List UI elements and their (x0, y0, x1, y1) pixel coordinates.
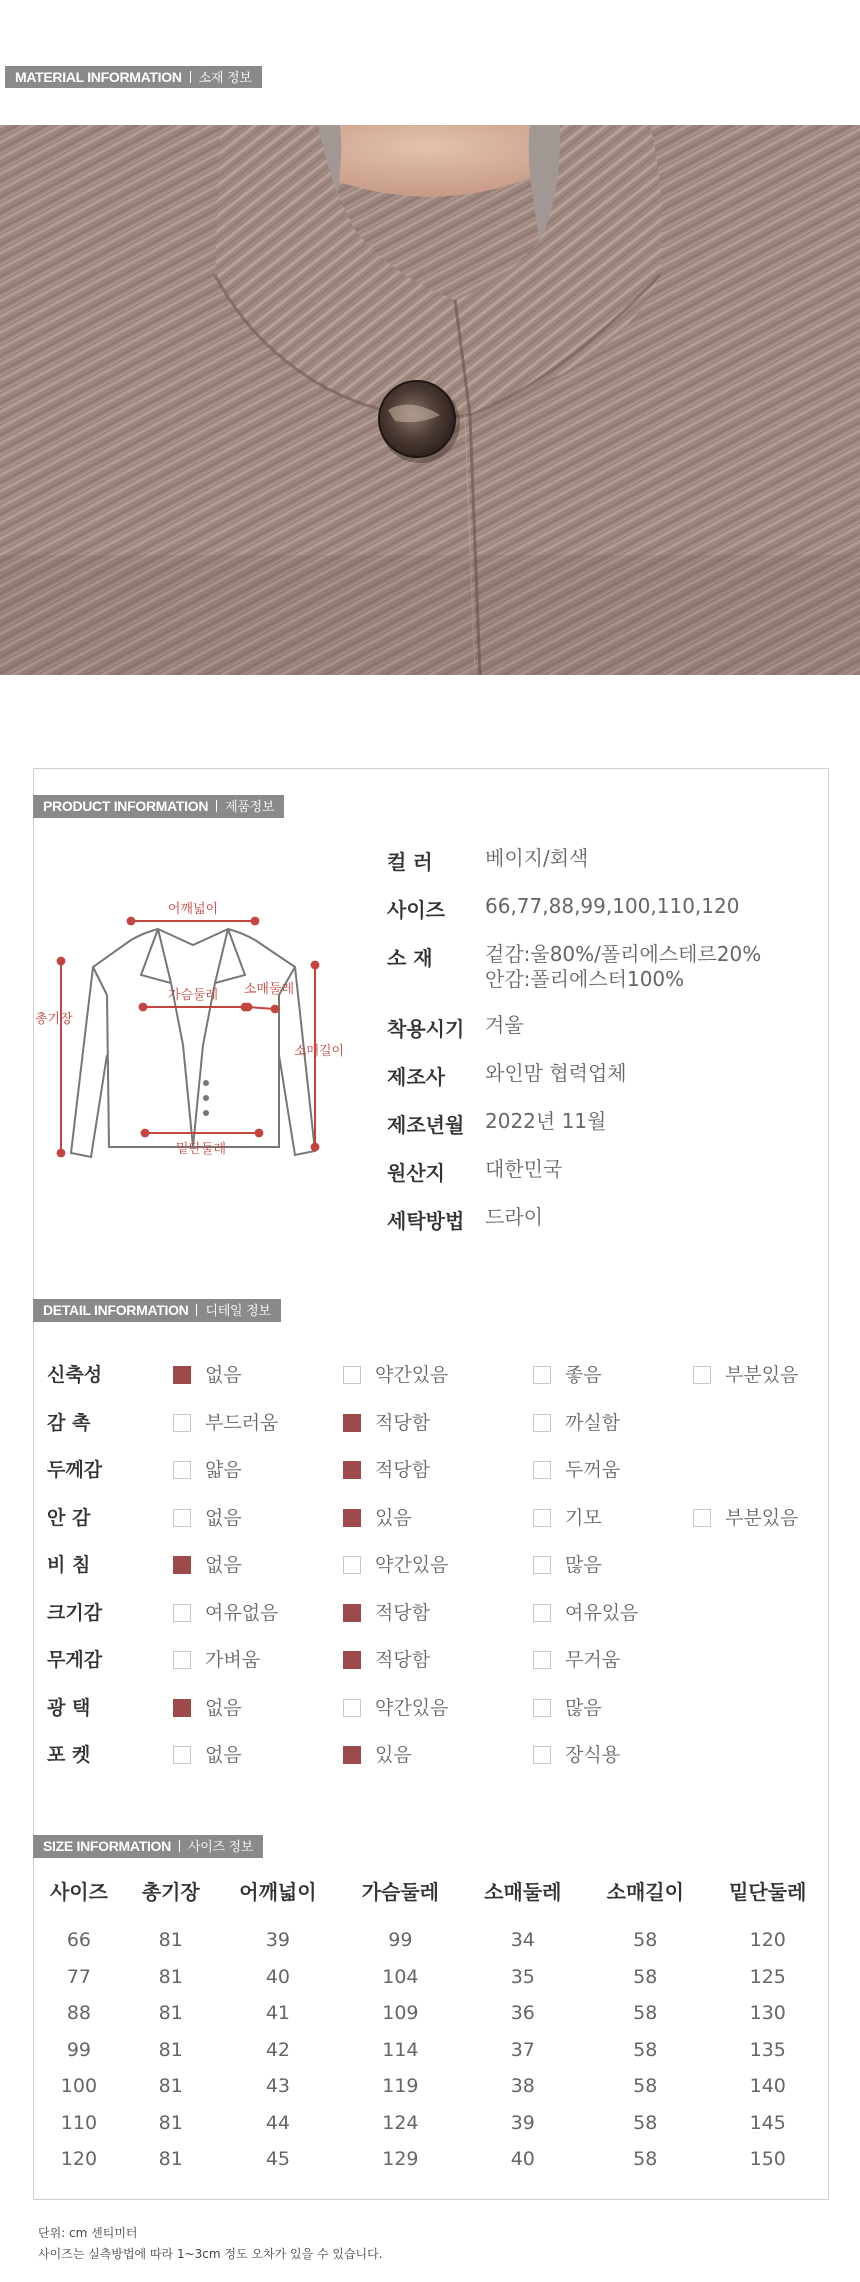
detail-option (533, 1598, 638, 1625)
size-cell: 140 (749, 2075, 786, 2098)
detail-option-label: 적당함 (375, 1649, 431, 1671)
detail-option-label: 무거움 (565, 1649, 621, 1671)
size-cell: 99 (66, 2038, 92, 2061)
detail-tag-ko: 디테일 정보 (205, 1304, 271, 1319)
size-cell: 81 (158, 2148, 183, 2171)
detail-option (533, 1455, 620, 1482)
empty-box-icon (533, 1414, 551, 1432)
size-column-header: 총기장 (141, 1879, 200, 1904)
detail-option (343, 1550, 448, 1577)
size-column-header: 어깨넓이 (239, 1879, 317, 1904)
detail-option (173, 1598, 278, 1625)
detail-option (343, 1598, 430, 1625)
detail-key: 안 감 (47, 1506, 91, 1529)
detail-option (533, 1740, 620, 1767)
size-cell: 104 (382, 1965, 419, 1988)
detail-row (33, 1455, 829, 1485)
detail-row (33, 1550, 829, 1580)
detail-option-label: 약간있음 (375, 1554, 449, 1576)
checked-box-icon (343, 1651, 361, 1669)
detail-option-label: 부분있음 (725, 1364, 799, 1386)
empty-box-icon (533, 1509, 551, 1527)
size-cell: 58 (633, 2038, 658, 2061)
detail-option (533, 1693, 602, 1720)
info-value: 와인맘 협력업체 (485, 1061, 627, 1085)
info-value: 겉감:울80%/폴리에스테르20% (485, 942, 762, 966)
size-cell: 81 (158, 2075, 183, 2098)
detail-option-label: 기모 (565, 1506, 602, 1529)
detail-option-label: 약간있음 (375, 1364, 449, 1386)
empty-box-icon (693, 1366, 711, 1384)
detail-key: 두께감 (47, 1459, 103, 1481)
empty-box-icon (173, 1604, 191, 1622)
size-cell: 43 (265, 2075, 290, 2098)
size-cell: 129 (382, 2148, 419, 2171)
size-cell: 58 (633, 1965, 658, 1988)
detail-option (343, 1360, 448, 1387)
size-cell: 99 (388, 1929, 413, 1952)
size-cell: 40 (265, 1965, 290, 1988)
detail-row (33, 1693, 829, 1723)
size-cell: 58 (633, 2075, 658, 2098)
detail-option-label: 약간있음 (375, 1696, 449, 1719)
detail-option (343, 1693, 448, 1720)
info-value: 66,77,88,99,100,110,120 (485, 894, 740, 918)
material-tag-en: MATERIAL INFORMATION (15, 69, 182, 85)
size-cell: 81 (158, 2111, 183, 2134)
detail-key: 비 침 (47, 1554, 91, 1576)
detail-tag-en: DETAIL INFORMATION (43, 1302, 189, 1318)
detail-option (173, 1455, 242, 1482)
empty-box-icon (533, 1461, 551, 1479)
info-key: 원산지 (387, 1161, 445, 1185)
info-value: 겨울 (485, 1013, 524, 1037)
empty-box-icon (533, 1604, 551, 1622)
detail-row (33, 1645, 829, 1675)
size-cell: 39 (265, 1929, 290, 1952)
label-sleeve-width: 소매둘레 (243, 982, 295, 997)
size-cell: 124 (382, 2111, 419, 2134)
unit-note: 단위: cm 센티미터 (38, 2226, 138, 2240)
size-cell: 37 (510, 2038, 535, 2061)
empty-box-icon (533, 1651, 551, 1669)
detail-option (173, 1693, 242, 1720)
size-cell: 120 (60, 2148, 98, 2171)
size-cell: 39 (510, 2111, 535, 2134)
size-tag-ko: 사이즈 정보 (187, 1840, 254, 1855)
detail-option (533, 1408, 620, 1435)
detail-key: 크기감 (47, 1601, 103, 1624)
measurement-diagram (33, 895, 373, 1175)
detail-key: 포 켓 (47, 1744, 91, 1766)
label-hem: 밑단둘레 (175, 1142, 227, 1157)
detail-checklist (33, 1360, 829, 1800)
detail-option (173, 1740, 242, 1767)
size-cell: 81 (158, 1929, 183, 1952)
detail-option-label: 적당함 (375, 1411, 431, 1434)
size-table-row (33, 2032, 829, 2069)
checked-box-icon (173, 1699, 191, 1717)
detail-key: 무게감 (47, 1649, 103, 1671)
detail-option (533, 1550, 602, 1577)
detail-info-tag (33, 1299, 281, 1322)
size-tag-en: SIZE INFORMATION (43, 1838, 171, 1854)
size-cell: 41 (265, 2002, 290, 2025)
size-cell: 119 (382, 2075, 419, 2098)
size-cell: 130 (749, 2002, 786, 2025)
info-key: 컬 러 (387, 850, 433, 874)
info-key: 소 재 (387, 946, 433, 970)
size-cell: 110 (60, 2111, 98, 2134)
info-value: 베이지/회색 (485, 846, 589, 870)
detail-option-label: 부분있음 (725, 1506, 799, 1529)
info-key: 사이즈 (387, 898, 445, 922)
size-table-body (33, 1910, 829, 2178)
size-column-header: 소매길이 (606, 1879, 684, 1904)
detail-option-label: 많음 (565, 1696, 602, 1719)
detail-option (693, 1503, 798, 1530)
detail-option-label: 여유있음 (565, 1601, 639, 1624)
coat-outline-icon (71, 929, 315, 1157)
detail-option-label: 없음 (205, 1554, 242, 1576)
size-cell: 145 (749, 2111, 786, 2134)
checked-box-icon (343, 1461, 361, 1479)
checked-box-icon (343, 1746, 361, 1764)
detail-row (33, 1408, 829, 1438)
detail-option (693, 1360, 798, 1387)
size-column-header: 가슴둘레 (361, 1879, 439, 1904)
empty-box-icon (343, 1699, 361, 1717)
detail-option (173, 1360, 242, 1387)
fabric-closeup-photo (0, 125, 860, 675)
checked-box-icon (343, 1604, 361, 1622)
size-cell: 81 (158, 1965, 183, 1988)
empty-box-icon (533, 1366, 551, 1384)
info-key: 제조년월 (387, 1113, 465, 1137)
checked-box-icon (173, 1556, 191, 1574)
size-cell: 35 (510, 1965, 535, 1988)
size-cell: 66 (66, 1929, 92, 1952)
detail-option (343, 1408, 430, 1435)
detail-option-label: 없음 (205, 1364, 242, 1386)
empty-box-icon (173, 1414, 191, 1432)
detail-option-label: 두꺼움 (565, 1459, 621, 1481)
info-value: 드라이 (485, 1205, 543, 1229)
detail-option-label: 없음 (205, 1506, 242, 1529)
empty-box-icon (533, 1746, 551, 1764)
size-cell: 44 (265, 2111, 290, 2134)
detail-key: 신축성 (47, 1364, 103, 1386)
info-key: 세탁방법 (387, 1209, 465, 1233)
detail-row (33, 1503, 829, 1533)
detail-row (33, 1598, 829, 1628)
detail-option (173, 1645, 260, 1672)
checked-box-icon (173, 1366, 191, 1384)
empty-box-icon (693, 1509, 711, 1527)
detail-row (33, 1360, 829, 1390)
detail-option-label: 까실함 (565, 1411, 621, 1434)
info-key: 착용시기 (387, 1017, 465, 1041)
empty-box-icon (533, 1699, 551, 1717)
empty-box-icon (173, 1461, 191, 1479)
label-shoulder: 어깨넓이 (167, 902, 219, 917)
size-cell: 125 (749, 1965, 786, 1988)
size-cell: 114 (382, 2038, 419, 2061)
size-cell: 120 (749, 1929, 786, 1952)
empty-box-icon (343, 1366, 361, 1384)
size-table-row (33, 1959, 829, 1996)
size-cell: 45 (265, 2148, 290, 2171)
empty-box-icon (343, 1556, 361, 1574)
label-length: 총기장 (35, 1012, 73, 1027)
size-cell: 58 (633, 2111, 658, 2134)
detail-key: 광 택 (47, 1696, 91, 1719)
size-cell: 42 (265, 2038, 290, 2061)
detail-option-label: 있음 (375, 1744, 412, 1766)
size-cell: 34 (510, 1929, 535, 1952)
detail-option (533, 1360, 602, 1387)
empty-box-icon (173, 1746, 191, 1764)
detail-option-label: 없음 (205, 1744, 242, 1766)
detail-option-label: 가벼움 (205, 1649, 261, 1671)
detail-option (173, 1550, 242, 1577)
detail-option (533, 1645, 620, 1672)
size-table-row (33, 1995, 829, 2032)
detail-option-label: 없음 (205, 1696, 242, 1719)
detail-option-label: 장식용 (565, 1744, 621, 1766)
detail-option (173, 1503, 242, 1530)
size-cell: 135 (749, 2038, 786, 2061)
size-cell: 58 (633, 1929, 658, 1952)
info-key: 제조사 (387, 1065, 445, 1089)
detail-row (33, 1740, 829, 1770)
detail-option (173, 1408, 278, 1435)
product-tag-ko: 제품정보 (225, 800, 275, 815)
empty-box-icon (173, 1509, 191, 1527)
size-column-header: 소매둘레 (484, 1879, 562, 1904)
label-sleeve-length: 소매길이 (293, 1044, 345, 1059)
size-table-row (33, 2141, 829, 2178)
detail-option-label: 부드러움 (205, 1411, 279, 1434)
size-table-row (33, 2105, 829, 2142)
detail-option-label: 좋음 (565, 1364, 602, 1386)
size-cell: 40 (510, 2148, 535, 2171)
info-value: 대한민국 (485, 1157, 563, 1181)
size-cell: 77 (66, 1965, 92, 1988)
size-table-row (33, 2068, 829, 2105)
size-info-tag (33, 1835, 263, 1858)
size-cell: 38 (510, 2075, 535, 2098)
detail-key: 감 촉 (47, 1411, 91, 1434)
size-column-header: 밑단둘레 (729, 1879, 807, 1904)
size-cell: 81 (158, 2038, 183, 2061)
info-value: 2022년 11월 (485, 1109, 607, 1133)
detail-option (343, 1645, 430, 1672)
detail-option (343, 1455, 430, 1482)
detail-option-label: 있음 (375, 1506, 412, 1529)
size-cell: 88 (66, 2002, 92, 2025)
empty-box-icon (173, 1651, 191, 1669)
detail-option-label: 많음 (565, 1554, 602, 1576)
size-cell: 36 (510, 2002, 535, 2025)
info-value-2: 안감:폴리에스터100% (485, 967, 685, 991)
empty-box-icon (533, 1556, 551, 1574)
checked-box-icon (343, 1414, 361, 1432)
label-chest: 가슴둘레 (167, 988, 219, 1003)
size-column-header: 사이즈 (49, 1879, 108, 1904)
size-table (33, 1870, 829, 2178)
size-cell: 100 (60, 2075, 98, 2098)
detail-option-label: 얇음 (205, 1459, 242, 1481)
size-table-header (33, 1870, 829, 1910)
detail-option (343, 1740, 412, 1767)
detail-option-label: 적당함 (375, 1459, 431, 1481)
size-cell: 58 (633, 2002, 658, 2025)
size-cell: 81 (158, 2002, 183, 2025)
size-cell: 150 (749, 2148, 786, 2171)
detail-option-label: 여유없음 (205, 1601, 279, 1624)
size-table-row (33, 1922, 829, 1959)
measurement-note: 사이즈는 실측방법에 따라 1~3cm 정도 오차가 있을 수 있습니다. (38, 2247, 383, 2261)
detail-option (533, 1503, 602, 1530)
detail-option-label: 적당함 (375, 1601, 431, 1624)
product-tag-en: PRODUCT INFORMATION (43, 798, 209, 814)
size-cell: 58 (633, 2148, 658, 2171)
size-cell: 109 (382, 2002, 419, 2025)
checked-box-icon (343, 1509, 361, 1527)
product-info-tag (33, 795, 284, 818)
material-tag-ko: 소재 정보 (198, 71, 252, 86)
detail-option (343, 1503, 412, 1530)
material-info-tag (5, 66, 262, 88)
